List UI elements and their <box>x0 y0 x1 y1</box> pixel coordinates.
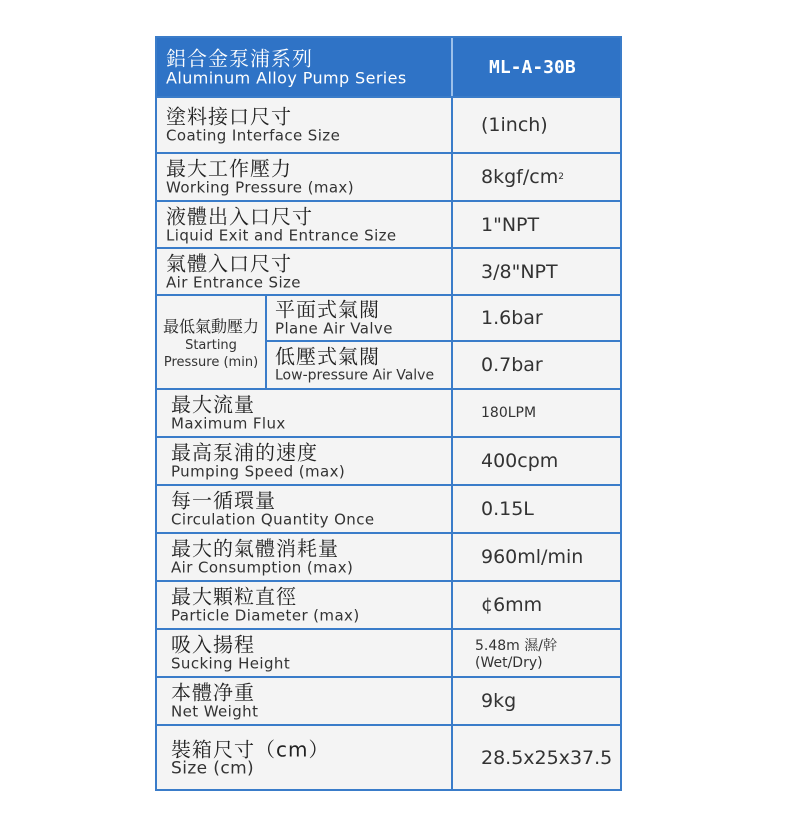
spec-label-zh: 本體净重 <box>171 680 255 705</box>
spec-label-zh: 每一循環量 <box>171 488 276 513</box>
spec-label-en: Pumping Speed (max) <box>171 462 346 481</box>
model-number: ML-A-30B <box>489 56 576 78</box>
table-row <box>157 534 620 582</box>
spec-value: 3/8"NPT <box>481 260 558 283</box>
spec-value: 400cpm <box>481 450 559 472</box>
spec-table <box>155 36 622 791</box>
group-label-zh: 最低氣動壓力 <box>162 316 259 336</box>
spec-value: 9kg <box>481 690 517 712</box>
spec-value: 0.7bar <box>481 354 543 376</box>
superscript: 2 <box>558 172 564 182</box>
spec-value: 1.6bar <box>481 307 543 329</box>
table-row <box>157 202 620 249</box>
spec-label-zh: 吸入揚程 <box>171 632 255 657</box>
spec-label-en: Net Weight <box>171 702 259 721</box>
spec-label-zh: 平面式氣閥 <box>275 297 380 322</box>
spec-value: 1"NPT <box>481 213 540 236</box>
spec-value: 5.48m 濕/幹(Wet/Dry) <box>475 638 557 671</box>
spec-value: 0.15L <box>481 498 534 520</box>
spec-label-en: Circulation Quantity Once <box>171 510 375 529</box>
table-row <box>157 486 620 534</box>
spec-label-zh: 液體出入口尺寸 <box>166 204 313 228</box>
spec-label-en: Working Pressure (max) <box>166 178 354 197</box>
group-label-en-1: Starting <box>185 337 237 353</box>
spec-label-en: Maximum Flux <box>171 414 286 433</box>
spec-label-zh: 低壓式氣閥 <box>275 344 380 369</box>
spec-label-zh: 最大顆粒直徑 <box>171 584 297 609</box>
spec-label-zh: 氣體入口尺寸 <box>166 251 292 275</box>
spec-label-zh: 最大的氣體消耗量 <box>171 536 339 561</box>
spec-label-en: Plane Air Valve <box>275 319 393 338</box>
spec-label-zh: 最大工作壓力 <box>166 156 292 181</box>
table-row <box>157 249 620 296</box>
spec-value: 28.5x25x37.5 <box>481 746 613 769</box>
spec-label-zh: 最高泵浦的速度 <box>171 440 318 465</box>
table-row <box>157 390 620 438</box>
spec-value-text: 8kgf/cm <box>481 166 559 188</box>
table-header <box>157 38 620 98</box>
starting-pressure-group <box>157 296 620 390</box>
starting-pressure-label <box>157 296 267 388</box>
spec-label-en: Air Entrance Size <box>166 273 301 291</box>
table-row <box>157 98 620 154</box>
series-title-zh: 鋁合金泵浦系列 <box>166 46 313 71</box>
table-row <box>157 154 620 202</box>
table-row <box>157 438 620 486</box>
table-row <box>157 678 620 726</box>
spec-label-en: Size (cm) <box>171 758 255 778</box>
spec-label-zh: 裝箱尺寸（cm） <box>171 737 330 761</box>
spec-value: 180LPM <box>481 405 537 421</box>
spec-value: ¢6mm <box>481 594 543 616</box>
series-title-en: Aluminum Alloy Pump Series <box>166 68 407 88</box>
table-row <box>157 630 620 678</box>
group-label-en-2: Pressure (min) <box>163 354 259 370</box>
sub-row-low-pressure-valve <box>267 342 620 388</box>
spec-label-en: Liquid Exit and Entrance Size <box>166 226 397 244</box>
spec-label-en: Low-pressure Air Valve <box>275 367 435 384</box>
spec-label-en: Sucking Height <box>171 654 291 673</box>
table-row <box>157 582 620 630</box>
table-row <box>157 726 620 789</box>
spec-label-zh: 最大流量 <box>171 392 255 417</box>
sub-row-plane-valve <box>267 296 620 342</box>
spec-value: (1inch) <box>481 114 548 136</box>
spec-value: 960ml/min <box>481 546 584 568</box>
spec-label-en: Air Consumption (max) <box>171 558 354 577</box>
spec-label-en: Particle Diameter (max) <box>171 606 360 625</box>
spec-label-en: Coating Interface Size <box>166 126 341 145</box>
spec-value <box>453 154 620 200</box>
spec-label-zh: 塗料接口尺寸 <box>166 104 292 129</box>
